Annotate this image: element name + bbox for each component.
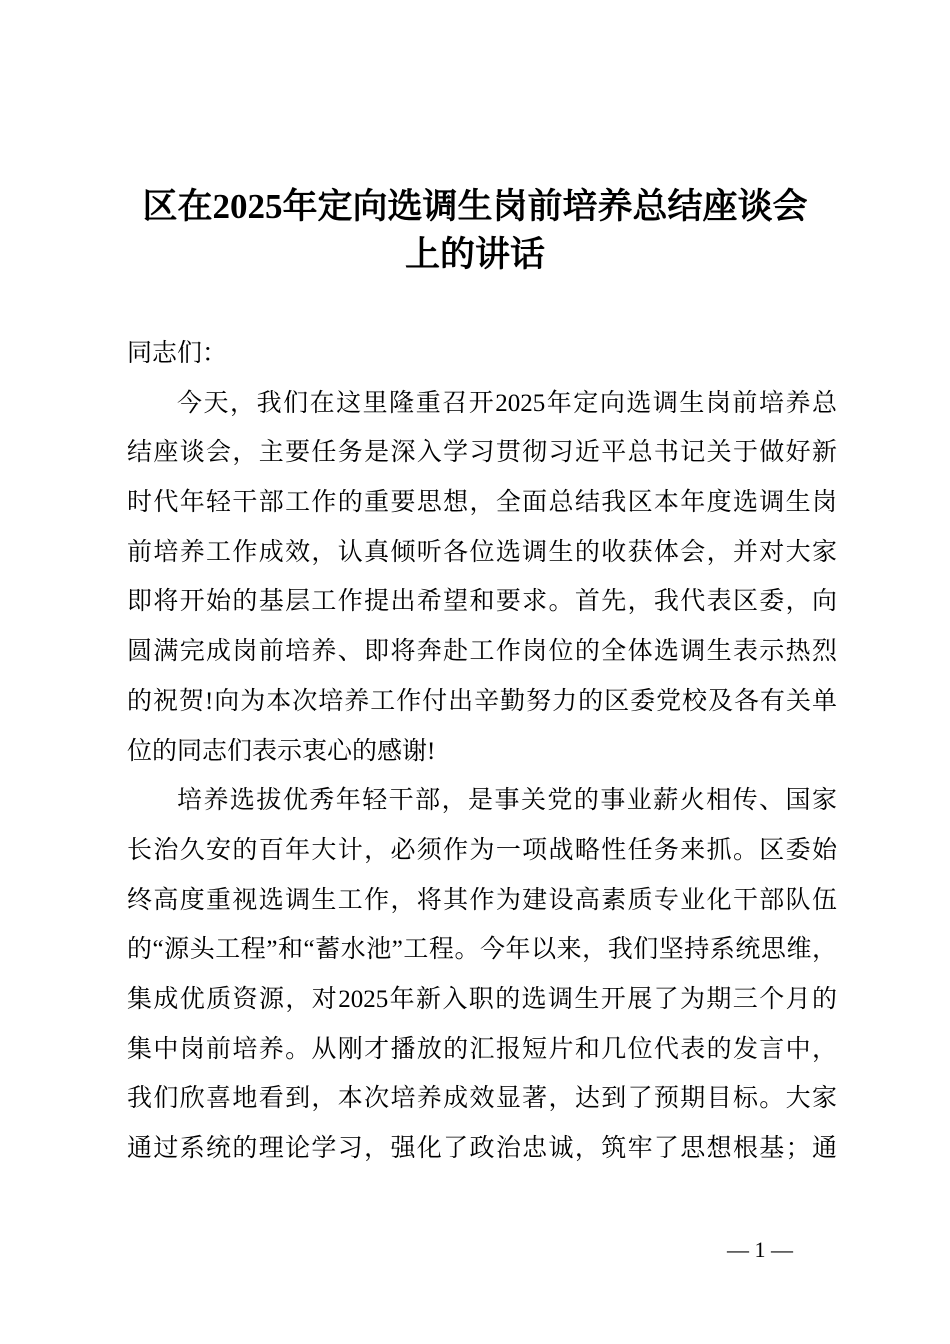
paragraph-line: 圆满完成岗前培养、即将奔赴工作岗位的全体选调生表示热烈 bbox=[127, 638, 837, 666]
paragraph-line: 今天，我们在这里隆重召开2025年定向选调生岗前培养总 bbox=[177, 389, 837, 417]
paragraph-line: 集中岗前培养。从刚才播放的汇报短片和几位代表的发言中， bbox=[127, 1035, 837, 1063]
paragraph-line: 长治久安的百年大计，必须作为一项战略性任务来抓。区委始 bbox=[127, 836, 837, 864]
paragraph-line: 集成优质资源，对2025年新入职的选调生开展了为期三个月的 bbox=[127, 985, 837, 1013]
paragraph-line: 时代年轻干部工作的重要思想，全面总结我区本年度选调生岗 bbox=[127, 489, 837, 517]
document-title-line-1: 区在2025年定向选调生岗前培养总结座谈会 bbox=[142, 187, 808, 226]
paragraph-line: 的“源头工程”和“蓄水池”工程。今年以来，我们坚持系统思维， bbox=[127, 936, 837, 964]
paragraph-line: 前培养工作成效，认真倾听各位选调生的收获体会，并对大家 bbox=[127, 538, 837, 566]
document-title-line-2: 上的讲话 bbox=[404, 235, 545, 274]
salutation: 同志们： bbox=[127, 340, 228, 367]
paragraph-line: 即将开始的基层工作提出希望和要求。首先，我代表区委，向 bbox=[127, 588, 837, 616]
paragraph-line: 终高度重视选调生工作，将其作为建设高素质专业化干部队伍 bbox=[127, 886, 837, 914]
paragraph-line: 培养选拔优秀年轻干部，是事关党的事业薪火相传、国家 bbox=[177, 787, 837, 815]
paragraph-line: 位的同志们表示衷心的感谢! bbox=[127, 737, 436, 765]
paragraph-line: 通过系统的理论学习，强化了政治忠诚，筑牢了思想根基；通 bbox=[127, 1135, 837, 1162]
paragraph-1 bbox=[127, 379, 837, 777]
paragraph-2 bbox=[127, 776, 837, 1174]
paragraph-line: 的祝贺!向为本次培养工作付出辛勤努力的区委党校及各有关单 bbox=[127, 687, 837, 715]
paragraph-line: 结座谈会，主要任务是深入学习贯彻习近平总书记关于做好新 bbox=[127, 439, 837, 467]
document-body bbox=[127, 329, 837, 1174]
paragraph-line: 我们欣喜地看到，本次培养成效显著，达到了预期目标。大家 bbox=[127, 1085, 837, 1113]
page-number: — 1 — bbox=[727, 1237, 793, 1262]
